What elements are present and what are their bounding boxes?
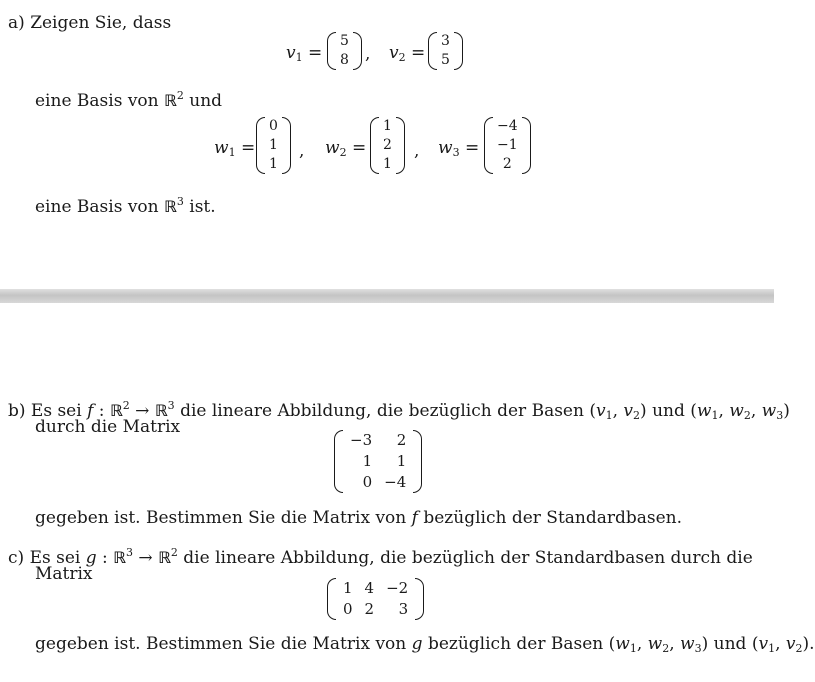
- v2-vector: 3 5: [428, 32, 463, 70]
- w3-label: $w_3$ =: [438, 138, 480, 159]
- basis-r2-line: eine Basis von ℝ$^2$ und: [35, 89, 223, 111]
- comma: ,: [365, 44, 371, 64]
- matrix-b: −3 2 1 1 0 −4: [334, 430, 422, 493]
- part-b-line3: gegeben ist. Bestimmen Sie die Matrix von f bezüglich der Standardbasen.: [35, 508, 683, 528]
- part-b-line1: b) Es sei f : ℝ$^2$ → ℝ$^3$ die lineare Abbildung, die bezüglich der Basen ($v_1$, $v_2$) und ($w_1$, $w_2$, $w_3$): [8, 399, 790, 422]
- w3-vector: −4 −1 2: [484, 117, 531, 174]
- matrix-c: 1 4 −2 0 2 3: [327, 578, 424, 620]
- part-c-line3: gegeben ist. Bestimmen Sie die Matrix von g bezüglich der Basen ($w_1$, $w_2$, $w_3$) und ($v_1$, $v_2$).: [35, 634, 815, 655]
- part-a-label: a) Zeigen Sie, dass: [8, 13, 172, 33]
- part-c-line2: Matrix: [35, 564, 93, 584]
- page-divider: [0, 289, 774, 303]
- v2-label: $v_2$ =: [389, 43, 426, 64]
- w2-vector: 1 2 1: [370, 117, 405, 174]
- comma: ,: [299, 141, 305, 161]
- w2-label: $w_2$ =: [325, 138, 367, 159]
- part-a-intro: Zeigen Sie, dass: [30, 13, 172, 33]
- v1-label: $v_1$ =: [286, 43, 323, 64]
- w1-vector: 0 1 1: [256, 117, 291, 174]
- w1-label: $w_1$ =: [214, 138, 256, 159]
- part-c-line1: c) Es sei g : ℝ$^3$ → ℝ$^2$ die lineare Abbildung, die bezüglich der Standardbasen durch die: [8, 546, 753, 568]
- basis-r3-line: eine Basis von ℝ$^3$ ist.: [35, 195, 216, 217]
- v1-vector: 5 8: [327, 32, 362, 70]
- part-b-line2: durch die Matrix: [35, 417, 181, 437]
- comma: ,: [414, 141, 420, 161]
